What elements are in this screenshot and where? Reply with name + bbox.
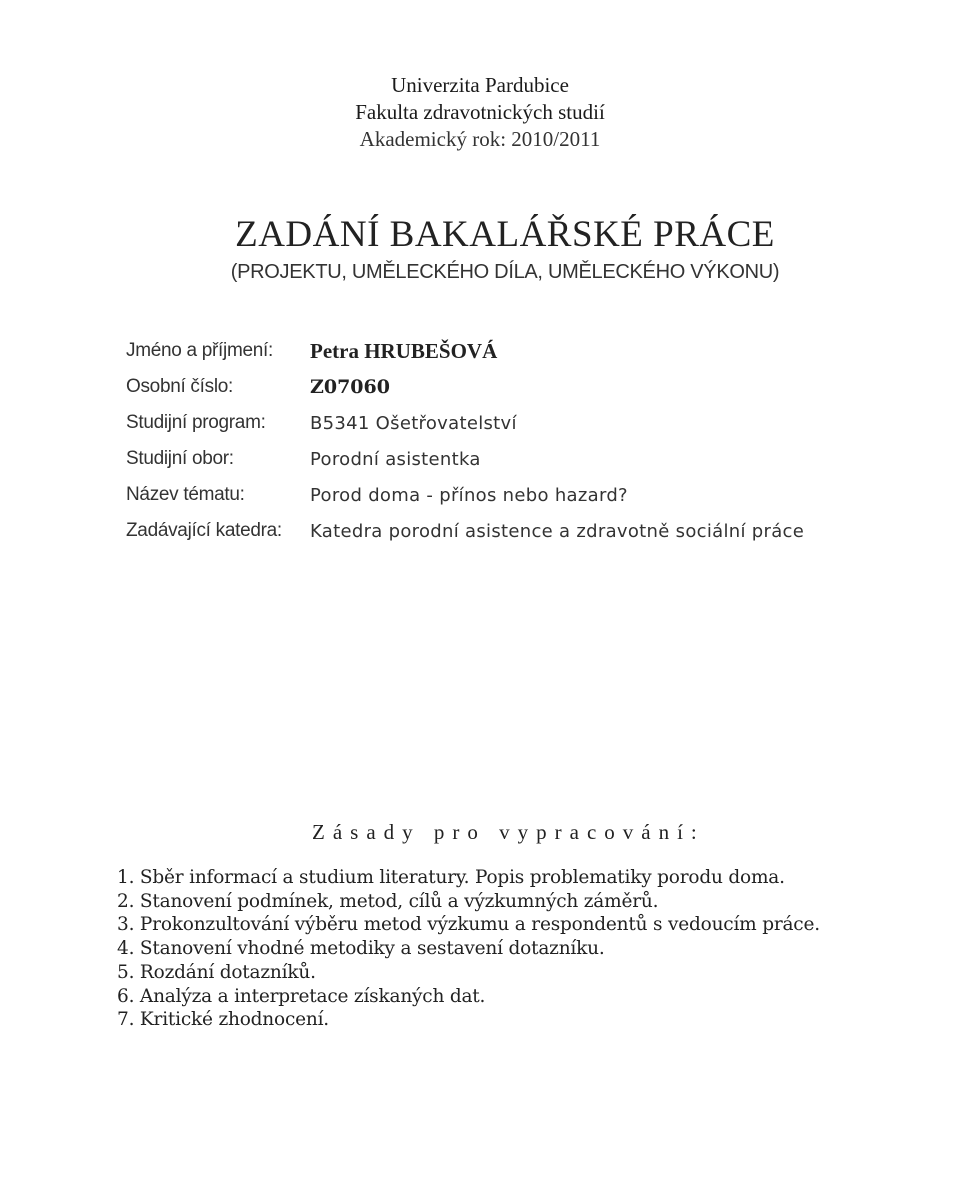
field-value-study-field: Porodní asistentka: [310, 448, 481, 470]
list-item: 1. Sběr informací a studium literatury. Popis problematiky porodu doma.: [117, 867, 785, 888]
assignment-title: ZADÁNÍ BAKALÁŘSKÉ PRÁCE: [235, 214, 775, 255]
document-header: [0, 72, 960, 153]
field-row-study-field: [126, 441, 804, 477]
list-item: 2. Stanovení podmínek, metod, cílů a výzkumných záměrů.: [117, 890, 659, 912]
assignment-subtitle: (PROJEKTU, UMĚLECKÉHO DÍLA, UMĚLECKÉHO VÝKONU): [230, 261, 780, 283]
field-label: Zadávající katedra:: [126, 520, 282, 541]
student-info: [126, 333, 804, 549]
guidelines-list: [117, 866, 820, 1032]
university-name: Univerzita Pardubice: [391, 73, 569, 97]
field-label: Název tématu:: [126, 484, 245, 505]
list-item: 5. Rozdání dotazníků.: [117, 961, 316, 983]
field-row-study-program: [126, 405, 804, 441]
faculty-name: Fakulta zdravotnických studií: [355, 100, 605, 124]
field-row-topic: [126, 477, 804, 513]
field-label: Studijní obor:: [126, 448, 234, 469]
field-value-department: Katedra porodní asistence a zdravotně sociální práce: [310, 520, 805, 542]
guidelines-heading: Zásady pro vypracování:: [312, 820, 705, 844]
academic-year: Akademický rok: 2010/2011: [359, 127, 601, 151]
list-item: 6. Analýza a interpretace získaných dat.: [117, 985, 486, 1007]
field-value-study-program: B5341 Ošetřovatelství: [310, 412, 517, 434]
list-item: 4. Stanovení vhodné metodiky a sestavení dotazníku.: [117, 938, 605, 960]
list-item: 3. Prokonzultování výběru metod výzkumu a respondentů s vedoucím práce.: [117, 914, 820, 936]
field-label: Jméno a příjmení:: [126, 340, 273, 361]
field-value-personal-number: Z07060: [310, 376, 390, 398]
field-row-department: [126, 513, 804, 549]
list-item: 7. Kritické zhodnocení.: [117, 1009, 329, 1031]
field-label: Osobní číslo:: [126, 376, 233, 397]
assignment-title-block: [0, 213, 960, 285]
field-label: Studijní program:: [126, 412, 266, 433]
field-value-name: Petra HRUBEŠOVÁ: [310, 338, 498, 363]
field-value-topic: Porod doma - přínos nebo hazard?: [310, 484, 628, 506]
field-row-personal-number: [126, 369, 804, 405]
field-row-name: [126, 333, 804, 369]
